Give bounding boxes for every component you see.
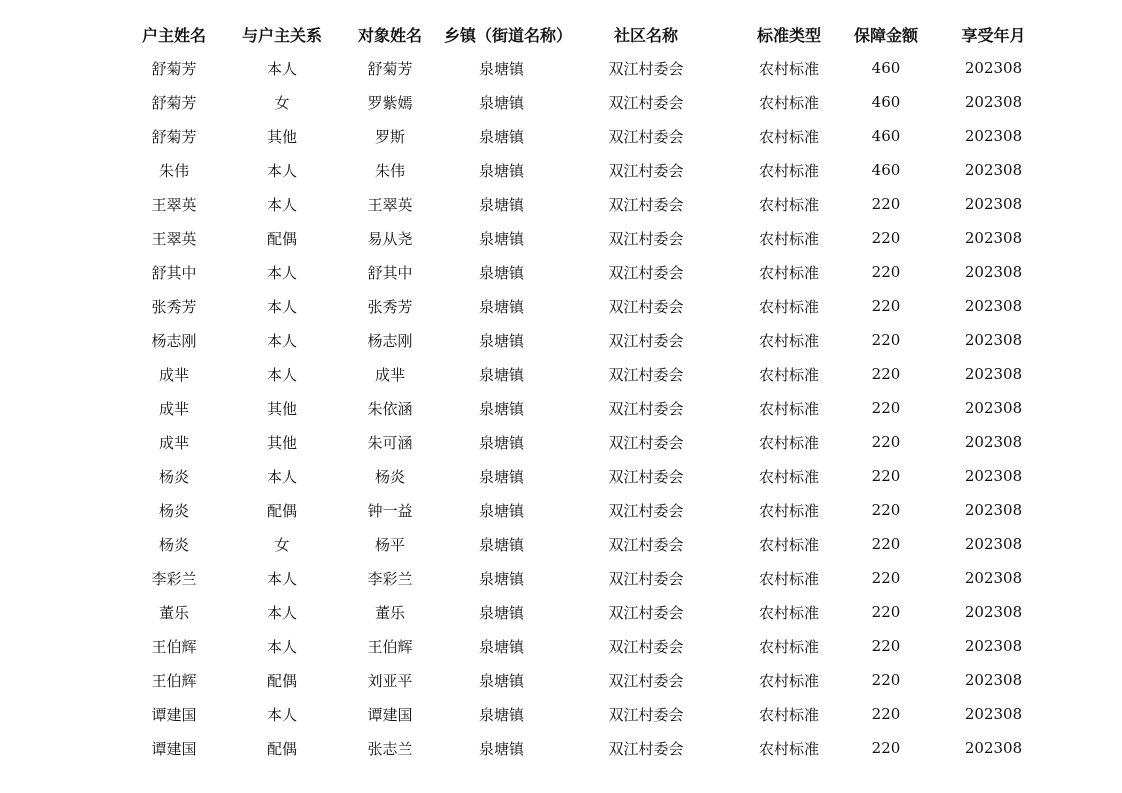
table-row <box>120 595 1023 629</box>
cell-month: 202308 <box>964 705 1023 723</box>
cell-relation-to-head: 其他 <box>266 433 297 452</box>
header-community: 社区名称 <box>613 25 678 45</box>
cell-month: 202308 <box>964 59 1023 77</box>
cell-household-head-name: 李彩兰 <box>151 569 197 588</box>
cell-recipient-name: 钟一益 <box>367 501 413 520</box>
cell-household-head-name: 张秀芳 <box>151 297 197 316</box>
table-row <box>120 51 1023 85</box>
cell-community: 双江村委会 <box>608 603 684 622</box>
cell-township: 泉塘镇 <box>478 671 524 690</box>
cell-relation-to-head: 本人 <box>266 195 297 214</box>
cell-relation-to-head: 其他 <box>266 127 297 146</box>
cell-amount: 460 <box>871 59 901 77</box>
cell-community: 双江村委会 <box>608 229 684 248</box>
cell-month: 202308 <box>964 297 1023 315</box>
cell-month: 202308 <box>964 229 1023 247</box>
cell-month: 202308 <box>964 195 1023 213</box>
header-recipient-name: 对象姓名 <box>357 25 422 45</box>
table-row <box>120 527 1023 561</box>
cell-community: 双江村委会 <box>608 569 684 588</box>
table-row <box>120 221 1023 255</box>
cell-household-head-name: 王翠英 <box>151 229 197 248</box>
table-row <box>120 255 1023 289</box>
cell-recipient-name: 朱伟 <box>374 161 405 180</box>
cell-township: 泉塘镇 <box>478 93 524 112</box>
table-row <box>120 85 1023 119</box>
cell-relation-to-head: 本人 <box>266 297 297 316</box>
cell-standard-type: 农村标准 <box>758 229 819 248</box>
header-amount: 保障金额 <box>853 25 918 45</box>
cell-month: 202308 <box>964 161 1023 179</box>
cell-amount: 220 <box>871 331 901 349</box>
cell-standard-type: 农村标准 <box>758 93 819 112</box>
cell-household-head-name: 王伯辉 <box>151 637 197 656</box>
cell-community: 双江村委会 <box>608 59 684 78</box>
table-row <box>120 391 1023 425</box>
cell-standard-type: 农村标准 <box>758 603 819 622</box>
cell-household-head-name: 王翠英 <box>151 195 197 214</box>
cell-household-head-name: 舒菊芳 <box>151 59 197 78</box>
cell-township: 泉塘镇 <box>478 603 524 622</box>
cell-household-head-name: 王伯辉 <box>151 671 197 690</box>
cell-recipient-name: 杨平 <box>374 535 405 554</box>
cell-recipient-name: 杨炎 <box>374 467 405 486</box>
table-row <box>120 425 1023 459</box>
cell-household-head-name: 成芈 <box>158 399 189 418</box>
cell-standard-type: 农村标准 <box>758 569 819 588</box>
cell-amount: 220 <box>871 739 901 757</box>
table-row <box>120 663 1023 697</box>
cell-township: 泉塘镇 <box>478 433 524 452</box>
cell-month: 202308 <box>964 603 1023 621</box>
cell-township: 泉塘镇 <box>478 569 524 588</box>
cell-household-head-name: 董乐 <box>158 603 189 622</box>
cell-month: 202308 <box>964 535 1023 553</box>
cell-recipient-name: 李彩兰 <box>367 569 413 588</box>
cell-recipient-name: 王翠英 <box>367 195 413 214</box>
cell-standard-type: 农村标准 <box>758 59 819 78</box>
cell-recipient-name: 舒菊芳 <box>367 59 413 78</box>
cell-township: 泉塘镇 <box>478 127 524 146</box>
cell-recipient-name: 王伯辉 <box>367 637 413 656</box>
table-row <box>120 629 1023 663</box>
cell-standard-type: 农村标准 <box>758 535 819 554</box>
cell-relation-to-head: 本人 <box>266 59 297 78</box>
header-month: 享受年月 <box>961 25 1026 45</box>
cell-household-head-name: 杨炎 <box>158 535 189 554</box>
cell-recipient-name: 刘亚平 <box>367 671 413 690</box>
cell-community: 双江村委会 <box>608 263 684 282</box>
cell-relation-to-head: 本人 <box>266 603 297 622</box>
cell-month: 202308 <box>964 263 1023 281</box>
assistance-table <box>120 17 1026 765</box>
cell-relation-to-head: 本人 <box>266 637 297 656</box>
cell-standard-type: 农村标准 <box>758 705 819 724</box>
cell-community: 双江村委会 <box>608 365 684 384</box>
cell-community: 双江村委会 <box>608 637 684 656</box>
table-row <box>120 187 1023 221</box>
cell-township: 泉塘镇 <box>478 399 524 418</box>
table-row <box>120 561 1023 595</box>
cell-month: 202308 <box>964 365 1023 383</box>
cell-standard-type: 农村标准 <box>758 739 819 758</box>
cell-standard-type: 农村标准 <box>758 637 819 656</box>
cell-relation-to-head: 本人 <box>266 467 297 486</box>
cell-standard-type: 农村标准 <box>758 297 819 316</box>
table-row <box>120 459 1023 493</box>
cell-relation-to-head: 配偶 <box>266 739 297 758</box>
cell-relation-to-head: 其他 <box>266 399 297 418</box>
cell-household-head-name: 谭建国 <box>151 739 197 758</box>
cell-amount: 220 <box>871 671 901 689</box>
header-household-head-name: 户主姓名 <box>141 25 206 45</box>
cell-household-head-name: 舒菊芳 <box>151 93 197 112</box>
cell-relation-to-head: 女 <box>274 93 290 112</box>
cell-relation-to-head: 配偶 <box>266 671 297 690</box>
cell-recipient-name: 成芈 <box>374 365 405 384</box>
cell-township: 泉塘镇 <box>478 535 524 554</box>
cell-month: 202308 <box>964 467 1023 485</box>
cell-township: 泉塘镇 <box>478 739 524 758</box>
cell-month: 202308 <box>964 93 1023 111</box>
cell-household-head-name: 杨炎 <box>158 467 189 486</box>
cell-township: 泉塘镇 <box>478 59 524 78</box>
cell-household-head-name: 舒菊芳 <box>151 127 197 146</box>
cell-township: 泉塘镇 <box>478 705 524 724</box>
cell-community: 双江村委会 <box>608 399 684 418</box>
cell-standard-type: 农村标准 <box>758 467 819 486</box>
cell-community: 双江村委会 <box>608 535 684 554</box>
cell-month: 202308 <box>964 127 1023 145</box>
cell-month: 202308 <box>964 399 1023 417</box>
cell-relation-to-head: 女 <box>274 535 290 554</box>
cell-month: 202308 <box>964 671 1023 689</box>
cell-household-head-name: 成芈 <box>158 433 189 452</box>
cell-township: 泉塘镇 <box>478 637 524 656</box>
cell-amount: 460 <box>871 93 901 111</box>
cell-amount: 220 <box>871 229 901 247</box>
cell-township: 泉塘镇 <box>478 467 524 486</box>
cell-standard-type: 农村标准 <box>758 331 819 350</box>
cell-amount: 220 <box>871 195 901 213</box>
cell-community: 双江村委会 <box>608 297 684 316</box>
cell-community: 双江村委会 <box>608 93 684 112</box>
cell-amount: 460 <box>871 161 901 179</box>
cell-amount: 220 <box>871 467 901 485</box>
cell-month: 202308 <box>964 637 1023 655</box>
cell-amount: 220 <box>871 263 901 281</box>
cell-month: 202308 <box>964 433 1023 451</box>
cell-amount: 220 <box>871 365 901 383</box>
cell-month: 202308 <box>964 331 1023 349</box>
table-row <box>120 323 1023 357</box>
cell-recipient-name: 董乐 <box>374 603 405 622</box>
cell-community: 双江村委会 <box>608 739 684 758</box>
cell-township: 泉塘镇 <box>478 297 524 316</box>
cell-standard-type: 农村标准 <box>758 195 819 214</box>
cell-township: 泉塘镇 <box>478 501 524 520</box>
cell-relation-to-head: 本人 <box>266 705 297 724</box>
cell-recipient-name: 易从尧 <box>367 229 413 248</box>
cell-community: 双江村委会 <box>608 705 684 724</box>
header-relation-to-head: 与户主关系 <box>241 25 322 45</box>
cell-amount: 460 <box>871 127 901 145</box>
cell-amount: 220 <box>871 535 901 553</box>
cell-amount: 220 <box>871 603 901 621</box>
cell-township: 泉塘镇 <box>478 331 524 350</box>
cell-amount: 220 <box>871 501 901 519</box>
table-body <box>120 51 1023 765</box>
cell-month: 202308 <box>964 569 1023 587</box>
cell-month: 202308 <box>964 739 1023 757</box>
cell-township: 泉塘镇 <box>478 161 524 180</box>
cell-household-head-name: 杨志刚 <box>151 331 197 350</box>
cell-relation-to-head: 配偶 <box>266 501 297 520</box>
cell-community: 双江村委会 <box>608 127 684 146</box>
cell-recipient-name: 朱依涵 <box>367 399 413 418</box>
cell-amount: 220 <box>871 297 901 315</box>
cell-township: 泉塘镇 <box>478 263 524 282</box>
cell-standard-type: 农村标准 <box>758 501 819 520</box>
cell-recipient-name: 杨志刚 <box>367 331 413 350</box>
cell-standard-type: 农村标准 <box>758 161 819 180</box>
cell-amount: 220 <box>871 637 901 655</box>
cell-community: 双江村委会 <box>608 331 684 350</box>
cell-amount: 220 <box>871 399 901 417</box>
cell-standard-type: 农村标准 <box>758 365 819 384</box>
cell-township: 泉塘镇 <box>478 229 524 248</box>
table-row <box>120 731 1023 765</box>
cell-recipient-name: 罗斯 <box>374 127 405 146</box>
header-township: 乡镇（街道名称） <box>444 25 573 45</box>
cell-recipient-name: 张志兰 <box>367 739 413 758</box>
table-header-row <box>120 17 1026 51</box>
cell-household-head-name: 谭建国 <box>151 705 197 724</box>
cell-community: 双江村委会 <box>608 161 684 180</box>
cell-community: 双江村委会 <box>608 501 684 520</box>
cell-relation-to-head: 本人 <box>266 331 297 350</box>
cell-recipient-name: 罗紫嫣 <box>367 93 413 112</box>
cell-household-head-name: 朱伟 <box>158 161 189 180</box>
cell-relation-to-head: 配偶 <box>266 229 297 248</box>
table-row <box>120 119 1023 153</box>
table-row <box>120 357 1023 391</box>
cell-standard-type: 农村标准 <box>758 671 819 690</box>
header-standard-type: 标准类型 <box>756 25 821 45</box>
cell-relation-to-head: 本人 <box>266 365 297 384</box>
cell-standard-type: 农村标准 <box>758 399 819 418</box>
cell-recipient-name: 张秀芳 <box>367 297 413 316</box>
cell-community: 双江村委会 <box>608 671 684 690</box>
cell-amount: 220 <box>871 433 901 451</box>
cell-community: 双江村委会 <box>608 467 684 486</box>
cell-relation-to-head: 本人 <box>266 263 297 282</box>
cell-township: 泉塘镇 <box>478 195 524 214</box>
table-row <box>120 493 1023 527</box>
cell-community: 双江村委会 <box>608 433 684 452</box>
cell-township: 泉塘镇 <box>478 365 524 384</box>
cell-relation-to-head: 本人 <box>266 161 297 180</box>
cell-household-head-name: 成芈 <box>158 365 189 384</box>
cell-recipient-name: 朱可涵 <box>367 433 413 452</box>
cell-household-head-name: 杨炎 <box>158 501 189 520</box>
cell-recipient-name: 谭建国 <box>367 705 413 724</box>
cell-recipient-name: 舒其中 <box>367 263 413 282</box>
cell-relation-to-head: 本人 <box>266 569 297 588</box>
cell-amount: 220 <box>871 705 901 723</box>
cell-community: 双江村委会 <box>608 195 684 214</box>
cell-standard-type: 农村标准 <box>758 263 819 282</box>
table-row <box>120 153 1023 187</box>
cell-standard-type: 农村标准 <box>758 433 819 452</box>
cell-amount: 220 <box>871 569 901 587</box>
cell-month: 202308 <box>964 501 1023 519</box>
table-row <box>120 289 1023 323</box>
table-row <box>120 697 1023 731</box>
cell-standard-type: 农村标准 <box>758 127 819 146</box>
cell-household-head-name: 舒其中 <box>151 263 197 282</box>
